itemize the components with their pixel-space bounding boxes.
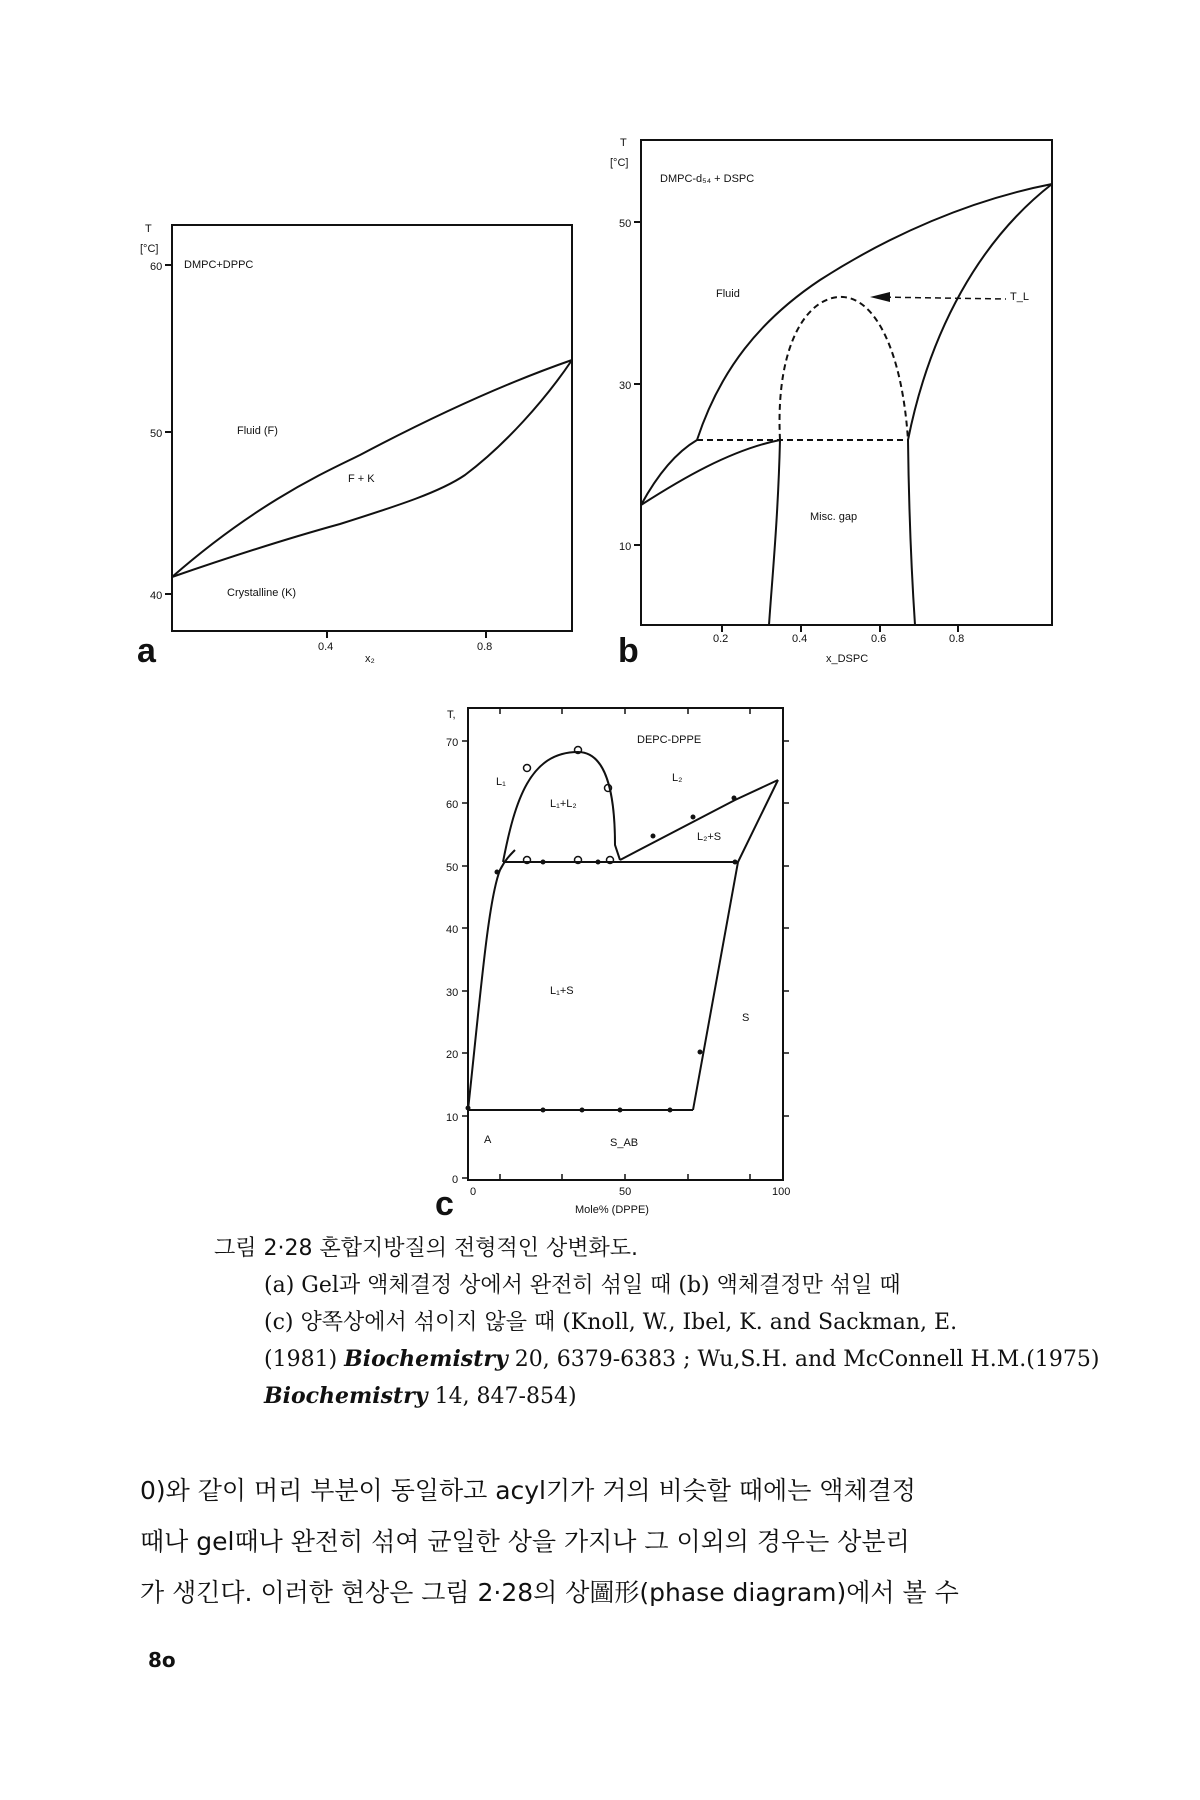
panel-c-region-a: A — [484, 1134, 492, 1146]
body-line: 가 생긴다. 이러한 현상은 그림 2·28의 상圖形(phase diagram)에서 볼 수 — [140, 1578, 959, 1607]
panel-a-letter: a — [137, 632, 156, 670]
panel-c-point — [698, 1050, 703, 1055]
panel-c-ytick: 30 — [446, 987, 459, 999]
panel-b-region-tl: T_L — [1010, 291, 1029, 303]
panel-c-point — [691, 815, 696, 820]
panel-a-xtick: 0.4 — [318, 641, 334, 653]
caption-line — [214, 1378, 1044, 1415]
figure-caption — [214, 1230, 1100, 1415]
caption-journal: Biochemistry — [344, 1346, 508, 1372]
panel-c-point — [732, 796, 737, 801]
body-line: 때나 gel때나 완전히 섞여 균일한 상을 가지나 그 이외의 경우는 상분리 — [140, 1527, 910, 1556]
panel-c-region-l2s: L₂+S — [697, 831, 722, 843]
panel-b-title: DMPC-d₅₄ + DSPC — [660, 173, 755, 185]
caption-title: 그림 2·28 혼합지방질의 전형적인 상변화도. — [214, 1236, 638, 1261]
panel-c-region-sab: S_AB — [610, 1137, 639, 1149]
panel-c-ylabel: T, — [447, 709, 456, 721]
panel-c-ytick: 40 — [446, 924, 459, 936]
panel-c-point — [618, 1108, 623, 1113]
panel-c-ytick: 20 — [446, 1049, 459, 1061]
panel-c-xlabel: Mole% (DPPE) — [575, 1204, 649, 1216]
panel-c-point — [541, 860, 546, 865]
panel-b-xtick: 0.8 — [949, 633, 965, 645]
panel-b-ylabel-unit: [°C] — [610, 157, 629, 169]
panel-c-ytick: 50 — [446, 862, 459, 874]
panel-c-region-l1l2: L₁+L₂ — [550, 798, 577, 810]
caption-line — [214, 1341, 1100, 1378]
panel-b-ylabel-t: T — [620, 137, 627, 149]
caption-line: (a) Gel과 액체결정 상에서 완전히 섞일 때 (b) 액체결정만 섞일 때 — [264, 1273, 901, 1298]
panel-a-ylabel-unit: [°C] — [140, 243, 159, 255]
panel-c-left-liquidus — [468, 850, 515, 1110]
panel-a-title: DMPC+DPPC — [184, 259, 254, 271]
panel-c-point — [733, 860, 738, 865]
panel-b-xtick: 0.4 — [792, 633, 808, 645]
caption-citation: 20, 6379-6383 ; Wu,S.H. and McConnell H.M.(1975) — [507, 1347, 1100, 1372]
panel-c-ytick: 0 — [452, 1174, 459, 1186]
panel-c-xtick: 100 — [772, 1186, 791, 1198]
panel-c-ytick: 60 — [446, 799, 459, 811]
panel-c-point — [668, 1108, 673, 1113]
caption-line: (c) 양쪽상에서 섞이지 않을 때 (Knoll, W., Ibel, K. and Sackman, E. — [264, 1310, 958, 1335]
panel-b-region-gap: Misc. gap — [810, 511, 858, 523]
panel-b-ytick: 30 — [619, 380, 632, 392]
panel-a-ytick: 60 — [150, 261, 163, 273]
panel-a-ylabel-t: T — [145, 223, 152, 235]
panel-a-xtick: 0.8 — [477, 641, 493, 653]
panel-c-point — [596, 860, 601, 865]
panel-a-xlabel: x₂ — [365, 653, 375, 665]
panel-c-region-l2: L₂ — [672, 772, 683, 784]
body-paragraph — [140, 1465, 1060, 1618]
panel-c-s-boundary — [693, 780, 778, 1110]
panel-c-l2-solidus — [620, 780, 778, 860]
panel-b-region-fluid: Fluid — [716, 288, 740, 300]
panel-c-xtick: 0 — [470, 1186, 477, 1198]
panel-c-region-s: S — [742, 1012, 750, 1024]
panel-c-xtick: 50 — [619, 1186, 632, 1198]
panel-b-xtick: 0.6 — [871, 633, 887, 645]
caption-journal: Biochemistry — [264, 1383, 428, 1409]
panel-c-open-point — [524, 765, 531, 772]
page-number: 8o — [148, 1648, 176, 1672]
panel-c-point — [580, 1108, 585, 1113]
panel-b-xtick: 0.2 — [713, 633, 729, 645]
panel-c-ytick: 70 — [446, 737, 459, 749]
body-line: 0)와 같이 머리 부분이 동일하고 acyl기가 거의 비슷할 때에는 액체결정 — [140, 1476, 916, 1505]
panel-c-point — [466, 1106, 471, 1111]
panel-a-region-crystal: Crystalline (K) — [227, 587, 297, 599]
panel-a-ytick: 50 — [150, 428, 163, 440]
panel-c-ytick: 10 — [446, 1112, 459, 1124]
panel-a-region-mixed: F + K — [348, 473, 375, 485]
panel-c-letter: c — [435, 1185, 454, 1223]
panel-c-region-l1: L₁ — [496, 776, 506, 788]
panel-b-xlabel: x_DSPC — [826, 653, 869, 665]
panel-b-letter: b — [618, 632, 639, 670]
caption-year: (1981) — [264, 1347, 345, 1372]
panel-b-ytick: 10 — [619, 541, 632, 553]
panel-c-title: DEPC-DPPE — [637, 734, 702, 746]
panel-b-ytick: 50 — [619, 218, 632, 230]
caption-citation: 14, 847-854) — [427, 1384, 577, 1409]
panel-a-ytick: 40 — [150, 590, 163, 602]
panel-a-region-fluid: Fluid (F) — [237, 425, 278, 437]
panel-c-region-l1s: L₁+S — [550, 985, 574, 997]
panel-c-point — [651, 834, 656, 839]
panel-c-point — [541, 1108, 546, 1113]
panel-c-point — [495, 870, 500, 875]
